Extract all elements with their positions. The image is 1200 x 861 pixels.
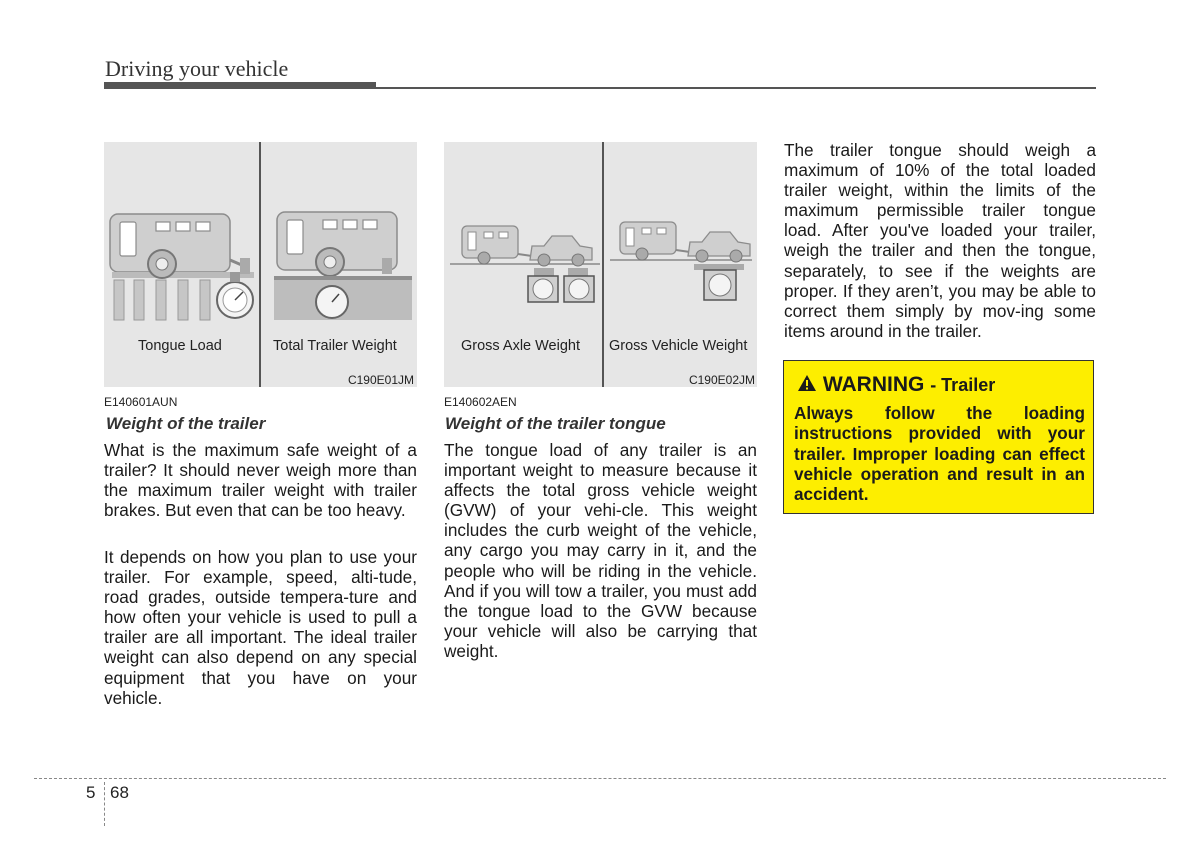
warning-triangle-icon: [797, 373, 823, 396]
figure-code: C190E02JM: [688, 373, 755, 387]
heading-weight-of-trailer: Weight of the trailer: [106, 414, 266, 433]
warning-label: WARNING: [822, 373, 925, 396]
caption-gross-axle-weight: Gross Axle Weight: [461, 338, 581, 354]
figure-divider: [602, 142, 604, 387]
section-title: Driving your vehicle: [105, 56, 289, 81]
image-id: E140601AUN: [104, 395, 178, 409]
figure-tongue-weight: [444, 142, 757, 387]
header-rule-thick: [104, 82, 376, 89]
footer-divider: [104, 782, 105, 826]
heading-weight-of-tongue: Weight of the trailer tongue: [445, 414, 666, 433]
caption-gross-vehicle-weight: Gross Vehicle Weight: [609, 338, 748, 354]
paragraph: The trailer tongue should weigh a maximum of 10% of the total loaded trailer weight, within the limits of the maximum permissible trailer tongue load. After you've loaded your trailer, weigh the trailer and then the tongue, separately, to see if the weights are proper. If they aren’t, you may be able to correct them simply by mov-ing some items around in the trailer.: [784, 140, 1096, 341]
page-number: 68: [110, 783, 129, 802]
warning-subject: - Trailer: [930, 375, 996, 395]
header-rule-thin: [376, 87, 1096, 89]
warning-text: Always follow the loading instructions provided with your trailer. Improper loading can effect vehicle operation and result in an accident.: [794, 403, 1085, 505]
figure-code: C190E01JM: [347, 373, 414, 387]
paragraph: It depends on how you plan to use your trailer. For example, speed, alti-tude, road grades, outside tempera-ture and how often your vehicle is used to pull a trailer are all important. The ideal trailer weight can also depend on any special equipment that you have on your vehicle.: [104, 547, 417, 708]
caption-total-trailer-weight: Total Trailer Weight: [273, 338, 397, 354]
figure-divider: [259, 142, 261, 387]
caption-tongue-load: Tongue Load: [138, 338, 222, 354]
warning-box: [783, 360, 1094, 514]
paragraph: The tongue load of any trailer is an important weight to measure because it affects the total gross vehicle weight (GVW) of your vehi-cle. This weight includes the curb weight of the vehicle, any cargo you may carry in it, and the people who will be riding in the vehicle. And if you will tow a trailer, you must add the tongue load to the GVW because your vehicle will also be carrying that weight.: [444, 440, 757, 661]
figure-trailer-weight: [104, 142, 417, 387]
image-id: E140602AEN: [444, 395, 517, 409]
section-number: 5: [86, 783, 96, 802]
footer-rule: [34, 778, 1166, 779]
warning-title: [797, 373, 995, 397]
paragraph: What is the maximum safe weight of a trailer? It should never weigh more than the maximum trailer weight with trailer brakes. But even that can be too heavy.: [104, 440, 417, 521]
